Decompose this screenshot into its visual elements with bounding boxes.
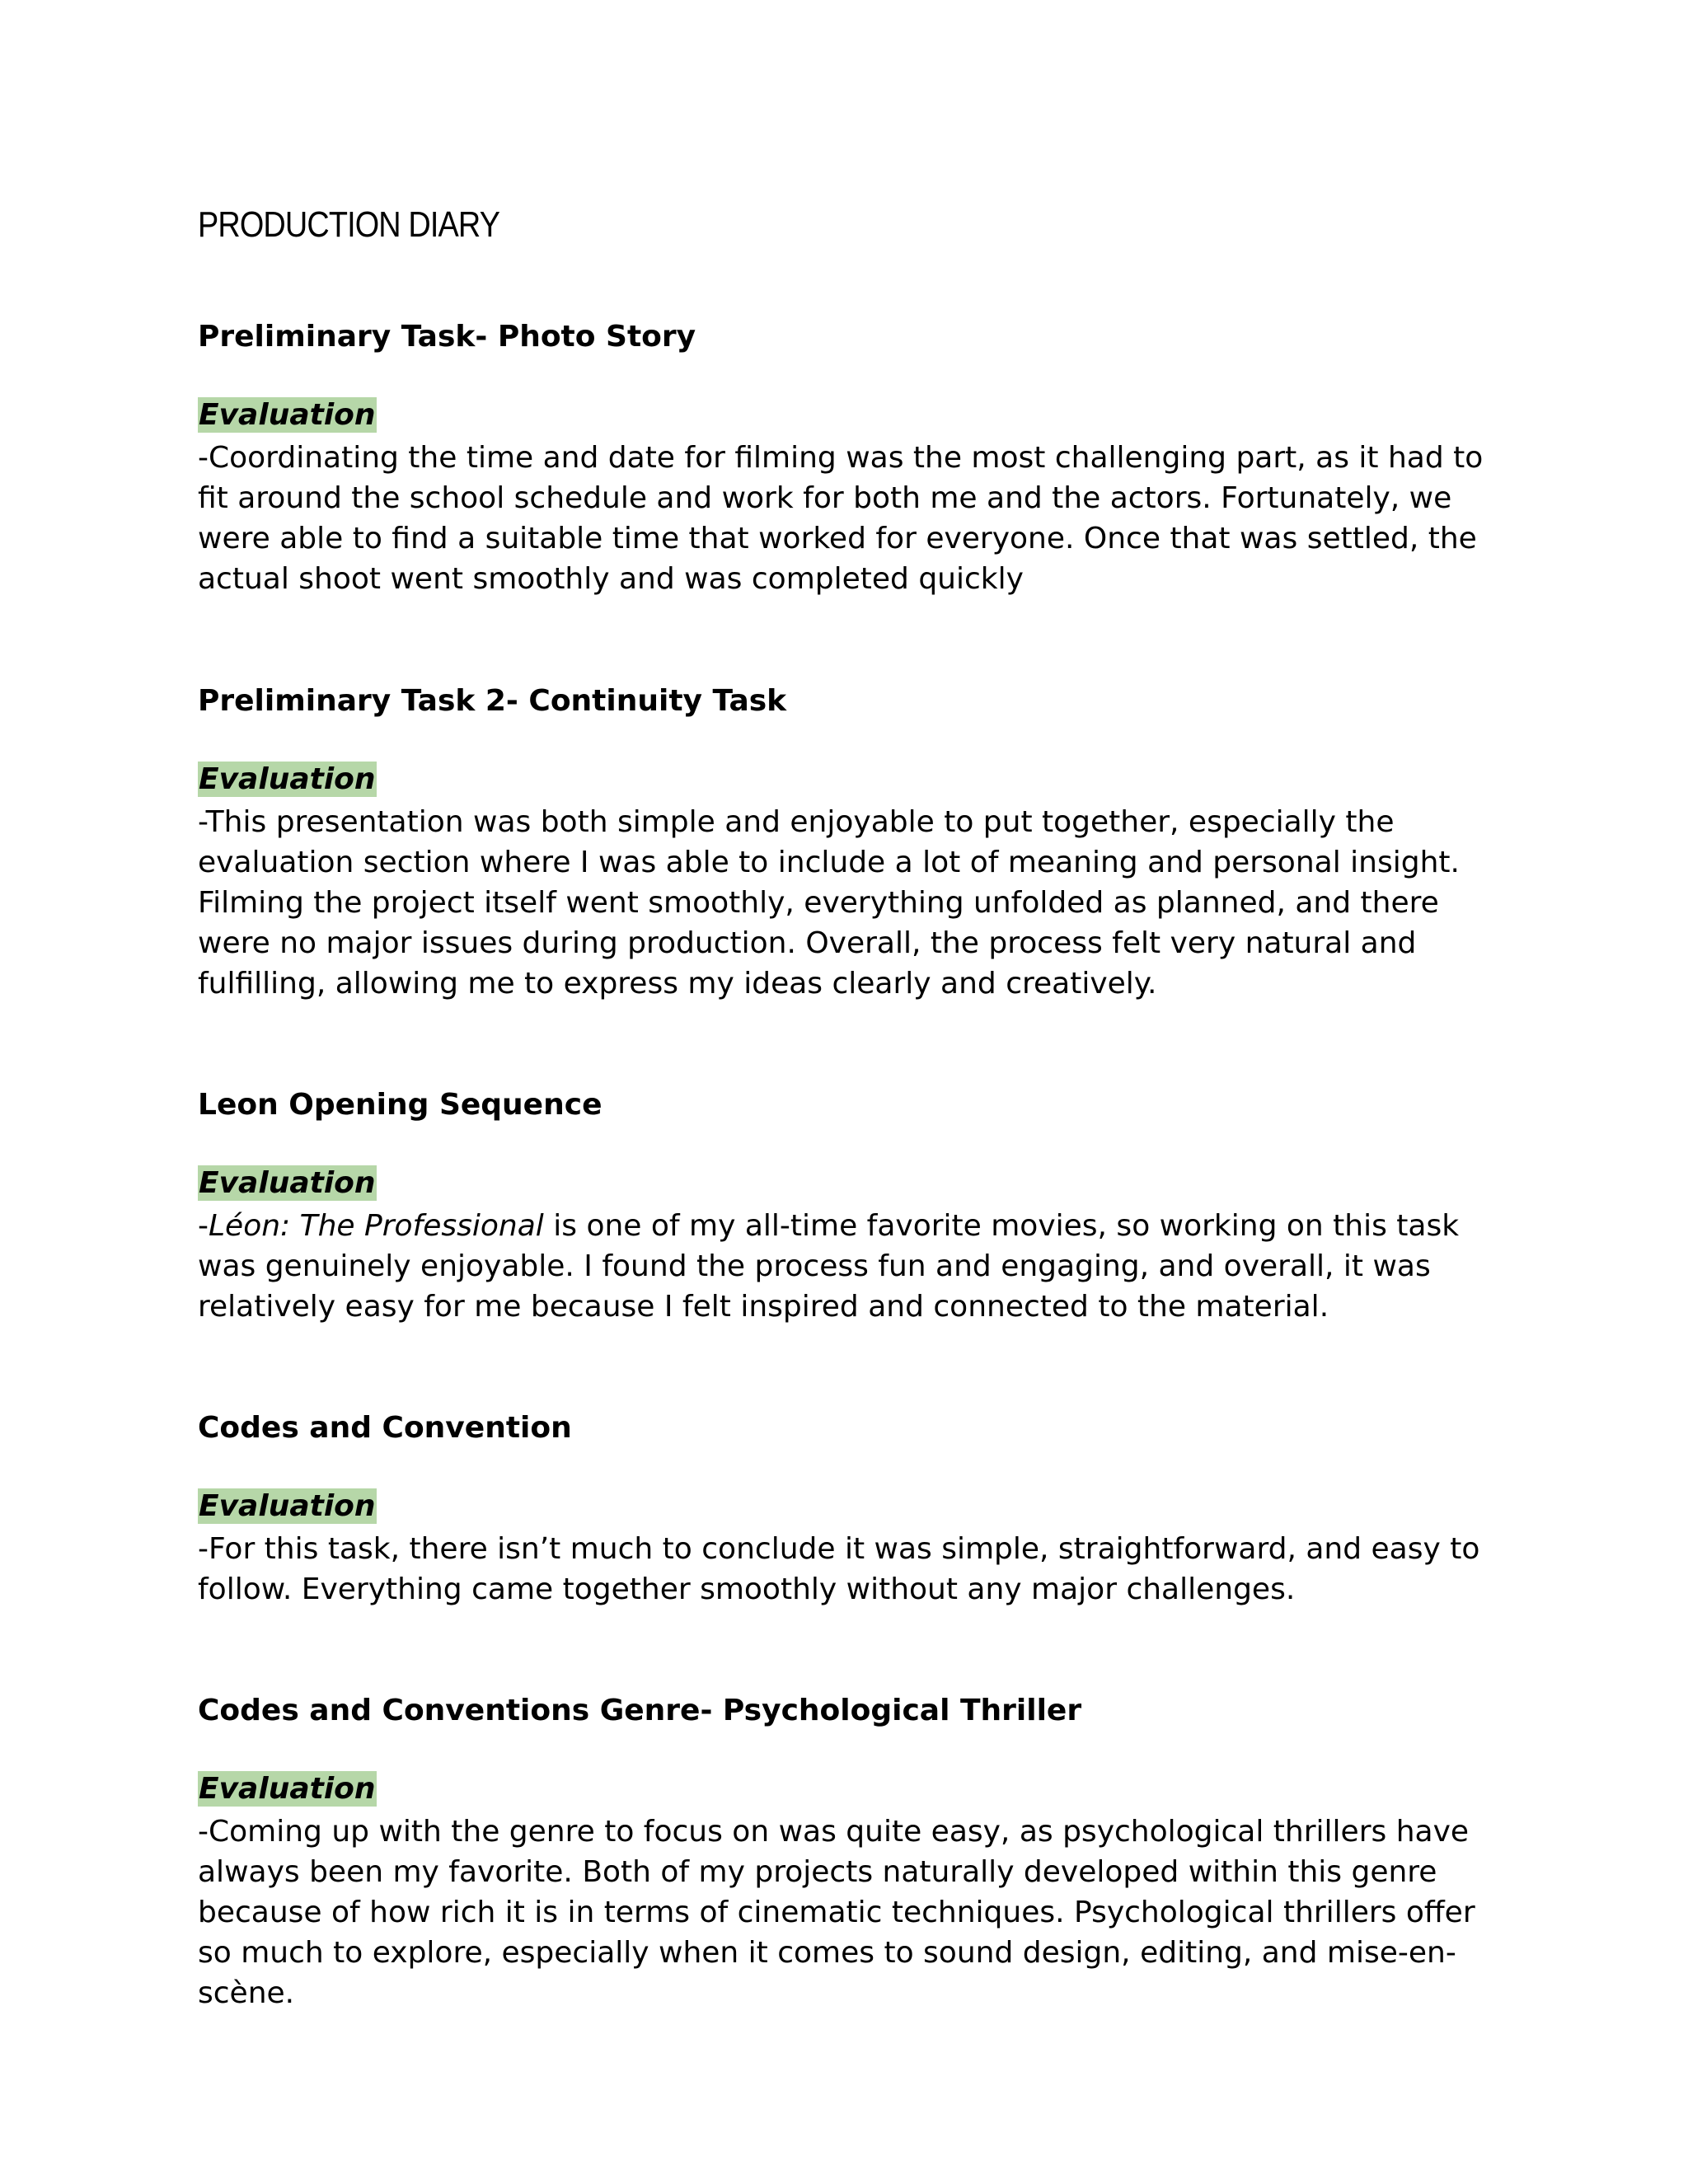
- film-title: Léon: The Professional: [209, 1209, 544, 1243]
- evaluation-label: Evaluation: [199, 1489, 376, 1523]
- evaluation-text: [198, 1206, 1500, 1327]
- document-title: PRODUCTION DIARY: [198, 204, 500, 245]
- section-heading: Preliminary Task 2- Continuity Task: [198, 684, 787, 718]
- evaluation-text: -For this task, there isn’t much to conclude it was simple, straightforward, and easy to follow. Everything came together smoothly without any major challenges.: [198, 1532, 1480, 1606]
- evaluation-row: [198, 1165, 1500, 1206]
- evaluation-row: [198, 397, 1500, 438]
- evaluation-label: Evaluation: [199, 1772, 376, 1806]
- evaluation-row: [198, 1771, 1500, 1811]
- evaluation-text-prefix: -: [198, 1209, 209, 1243]
- section-heading: Codes and Convention: [198, 1411, 572, 1445]
- section-genre-psychological-thriller: [198, 1690, 1500, 2013]
- section-codes-and-convention: [198, 1408, 1500, 1610]
- section-heading: Leon Opening Sequence: [198, 1088, 603, 1122]
- evaluation-text: -Coming up with the genre to focus on was quite easy, as psychological thrillers have always been my favorite. Both of my projects naturally developed within this genre because of how rich it is in terms of cinematic techniques. Psychological thrillers offer so much to explore, especially when it comes to sound design, editing, and mise-en-scène.: [198, 1815, 1475, 2010]
- section-leon-opening-sequence: [198, 1085, 1500, 1327]
- section-heading: Preliminary Task- Photo Story: [198, 320, 696, 354]
- evaluation-label: Evaluation: [199, 398, 376, 432]
- evaluation-text: -Coordinating the time and date for filming was the most challenging part, as it had to fit around the school schedule and work for both me and the actors. Fortunately, we were able to find a suitable time that worked for everyone. Once that was settled, the actual shoot went smoothly and was completed quickly: [198, 441, 1484, 596]
- section-photo-story: [198, 316, 1500, 599]
- section-heading: Codes and Conventions Genre- Psychological Thriller: [198, 1694, 1082, 1727]
- section-continuity-task: [198, 681, 1500, 1004]
- evaluation-label: Evaluation: [199, 762, 376, 796]
- evaluation-row: [198, 762, 1500, 802]
- evaluation-text: -This presentation was both simple and enjoyable to put together, especially the evaluation section where I was able to include a lot of meaning and personal insight. Filming the project itself went smoothly, everything unfolded as planned, and there were no major issues during production. Overall, the process felt very natural and fulfilling, allowing me to express my ideas clearly and creatively.: [198, 805, 1460, 1001]
- evaluation-row: [198, 1488, 1500, 1529]
- evaluation-text-rest: is one of my all-time favorite movies, so working on this task was genuinely enjoyable. I found the process fun and engaging, and overall, it was relatively easy for me because I felt inspired and connected to the material.: [198, 1209, 1460, 1324]
- evaluation-label: Evaluation: [199, 1166, 376, 1200]
